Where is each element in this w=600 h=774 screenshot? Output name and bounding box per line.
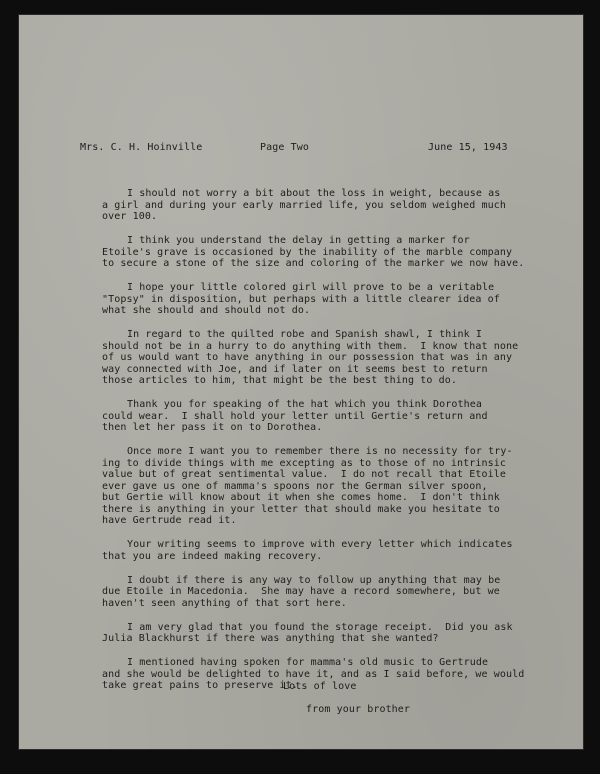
paragraph (102, 539, 562, 562)
text-line: that you are indeed making recovery. (102, 550, 323, 562)
text-line: Once more I want you to remember there is no necessity for try- (127, 446, 513, 457)
text-line: Julia Blackhurst if there was anything that she wanted? (102, 633, 439, 644)
text-line: should not be in a hurry to do anything with them. I know that none (102, 340, 519, 352)
text-line: to secure a stone of the size and coloring of the marker we now have. (102, 258, 525, 269)
paragraph (102, 329, 562, 387)
text-line: but Gertie will know about it when she comes home. I don't think (102, 492, 500, 503)
text-line: In regard to the quilted robe and Spanish shawl, I think I (127, 329, 482, 340)
letter-closing (283, 681, 410, 726)
text-line: ever gave us one of mamma's spoons nor the German silver spoon, (102, 480, 488, 492)
text-line: have Gertrude read it. (102, 515, 237, 526)
paragraph (102, 446, 562, 527)
paragraph (102, 399, 562, 434)
text-line: then let her pass it on to Dorothea. (102, 422, 323, 433)
text-line: a girl and during your early married life, you seldom weighed much (102, 199, 506, 211)
text-line: "Topsy" in disposition, but perhaps with a little clearer idea of (102, 293, 500, 305)
letter-header (18, 142, 584, 156)
text-line: of us would want to have anything in our possession that was in any (102, 352, 513, 363)
text-line: way connected with Joe, and if later on it seems best to return (102, 363, 488, 375)
text-line: I doubt if there is any way to follow up anything that may be (127, 574, 501, 586)
text-line: I should not worry a bit about the loss in weight, because as (127, 188, 501, 199)
text-line: Thank you for speaking of the hat which you think Dorothea (127, 399, 482, 410)
letter-date: June 15, 1943 (428, 142, 508, 153)
text-line: value but of great sentimental value. I do not recall that Etoile (102, 469, 506, 480)
paragraph (102, 235, 562, 270)
text-line: I think you understand the delay in getting a marker for (127, 235, 470, 246)
closing-signoff: from your brother (306, 703, 411, 715)
recipient-name: Mrs. C. H. Hoinville (80, 142, 203, 153)
text-line: I mentioned having spoken for mamma's old music to Gertrude (127, 657, 489, 668)
text-line: take great pains to preserve it. (102, 680, 298, 691)
text-line: ing to divide things with me excepting as to those of no intrinsic (102, 457, 506, 469)
text-line: I hope your little colored girl will prove to be a veritable (127, 282, 495, 293)
text-line: Your writing seems to improve with every letter which indicates (127, 539, 513, 550)
text-line: haven't seen anything of that sort here. (102, 597, 347, 609)
paragraph (102, 622, 562, 645)
text-line: due Etoile in Macedonia. She may have a record somewhere, but we (102, 586, 500, 597)
closing-salutation: Lots of love (283, 681, 357, 692)
paragraph (102, 188, 562, 223)
text-line: what she should and should not do. (102, 305, 311, 316)
text-line: those articles to him, that might be the best thing to do. (102, 375, 457, 386)
paragraph (102, 575, 562, 610)
letter-body (102, 188, 562, 704)
text-line: there is anything in your letter that should make you hesitate to (102, 503, 500, 515)
text-line: I am very glad that you found the storage receipt. Did you ask (127, 621, 513, 633)
text-line: Etoile's grave is occasioned by the inability of the marble company (102, 246, 513, 258)
paragraph (102, 282, 562, 317)
text-line: and she would be delighted to have it, and as I said before, we would (102, 668, 525, 680)
page-number: Page Two (260, 142, 309, 153)
text-line: could wear. I shall hold your letter until Gertie's return and (102, 410, 488, 422)
letter-page (18, 14, 584, 750)
text-line: over 100. (102, 211, 158, 222)
